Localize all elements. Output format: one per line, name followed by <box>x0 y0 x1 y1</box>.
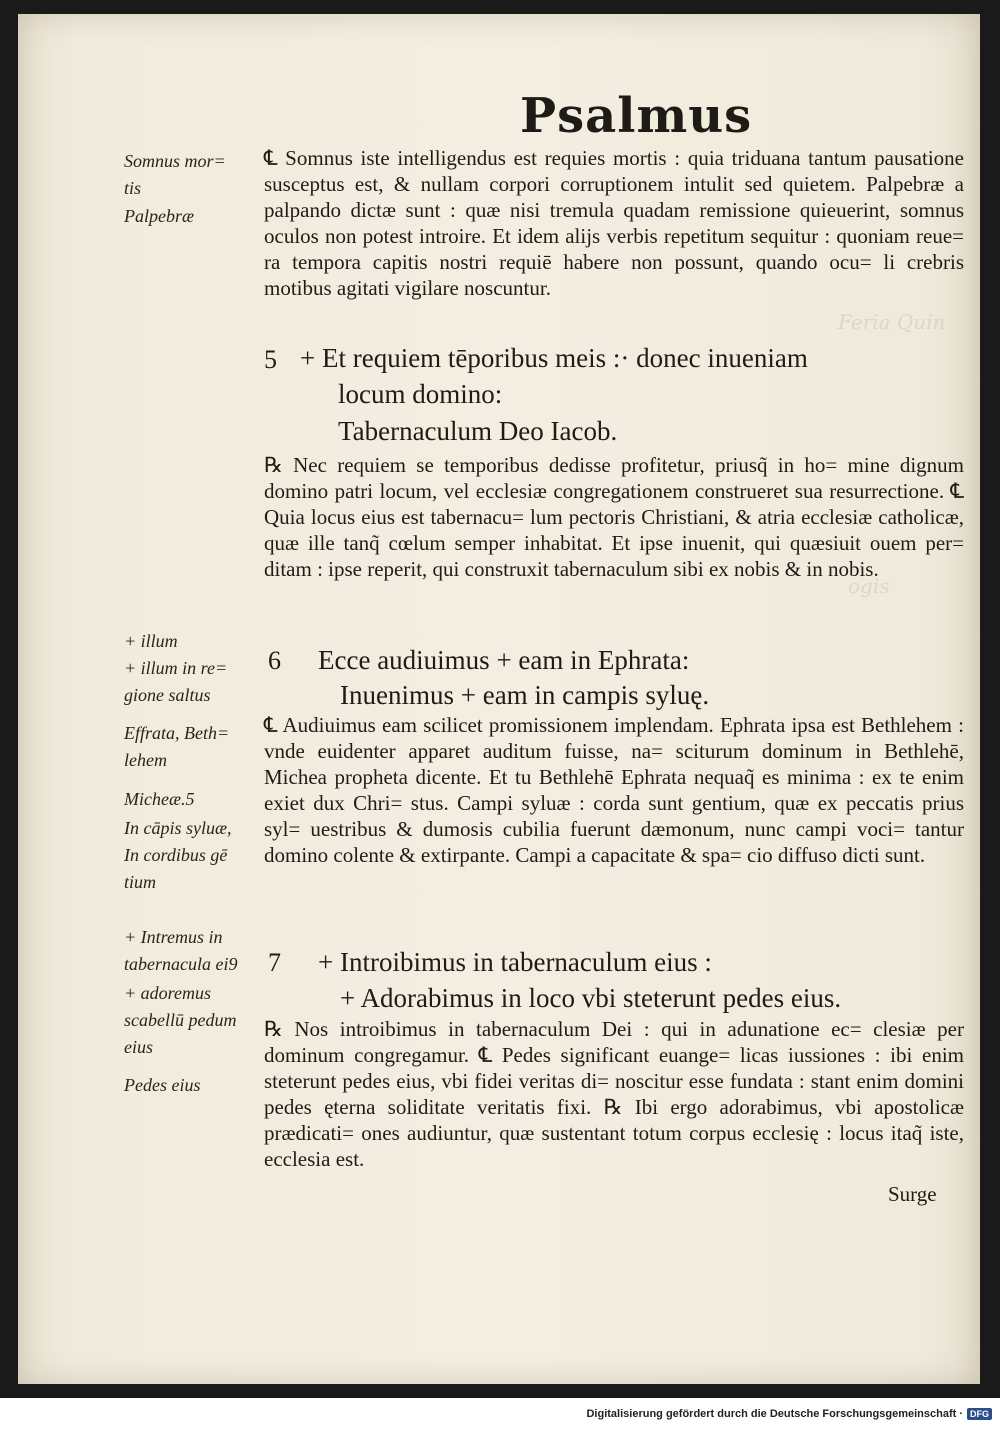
verse-number: 6 <box>268 646 281 675</box>
verse-line: + Adorabimus in loco vbi steterunt pedes eius. <box>340 983 842 1013</box>
commentary-paragraph: ℞ Nos introibimus in tabernaculum Dei : qui in adunatione ec= clesiæ per dominum congregamur. ℄ Pedes significant euange= licas iussiones : ibi enim steterunt pedes eius, vbi fidei veritas di= noscitur esse fundata : stant enim domini pedes ęterna soliditate veritatis fixi. ℞ Ibi ergo adorabimus, vbi apostolicæ prædicati= ones audiuntur, quæ sustentant totum corpus ecclesię : locus itaq̃ iste, ecclesia est. <box>264 1017 964 1171</box>
footer-credit <box>586 1408 992 1420</box>
verse-line: + Introibimus in tabernaculum eius : <box>318 947 712 977</box>
catchword: Surge <box>888 1182 937 1206</box>
show-through-text: ogis <box>848 574 890 598</box>
margin-note: + illum <box>124 631 178 651</box>
verse-line: Inuenimus + eam in campis syluę. <box>340 680 710 710</box>
dfg-logo: DFG <box>967 1408 992 1420</box>
verse-line: Tabernaculum Deo Iacob. <box>338 416 618 446</box>
margin-note: Micheæ.5 <box>124 789 195 809</box>
margin-note: + illum in re= gione saltus <box>124 658 228 705</box>
margin-note: Effrata, Beth= lehem <box>124 723 230 770</box>
margin-note: Palpebræ <box>124 206 194 226</box>
verse-line: Ecce audiuimus + eam in Ephrata: <box>318 645 690 675</box>
margin-note: Pedes eius <box>124 1075 201 1095</box>
verse-number: 5 <box>264 345 277 374</box>
margin-note: Somnus mor= tis <box>124 151 226 198</box>
margin-note: + Intremus in tabernacula ei9 <box>124 927 238 974</box>
verse-line: + Et requiem tēporibus meis :· donec inueniam <box>300 343 808 373</box>
margin-note: In cāpis syluæ, In cordibus gē tium <box>124 818 232 892</box>
commentary-paragraph: ℄ Somnus iste intelligendus est requies mortis : quia triduana tantum pausatione susceptus est, & nullam corpori corruptionem intulit sed quietem. Palpebræ a palpando dictæ sunt : quæ nisi tremula quadam remissione quieuerint, somnus oculos non potest introire. Et idem alijs verbis repetitum sequitur : quoniam reue= ra tempora capitis nostri requiē habere non possunt, quando ocu= li crebris motibus agitati vigilare noscuntur. <box>264 146 964 300</box>
margin-note: + adoremus scabellū pedum eius <box>124 983 237 1057</box>
page-header: Psalmus <box>520 88 753 144</box>
show-through-text: Feria Quin <box>838 310 946 334</box>
footer-text: Digitalisierung gefördert durch die Deutsche Forschungsgemeinschaft · <box>586 1408 963 1420</box>
commentary-paragraph: ℞ Nec requiem se temporibus dedisse profitetur, priusq̃ in ho= mine dignum domino patri locum, vel ecclesiæ congregationem construeret sua resurrectione. ℄ Quia locus eius est tabernacu= lum pectoris Christiani, & atria ecclesiæ catholicæ, quæ ille tanq̃ cœlum semper inhabitat. Et ipse inuenit, qui quæsiuit ouem per= ditam : ipse reperit, qui construxit tabernaculum sibi ex nobis & in nobis. <box>264 453 964 581</box>
commentary-paragraph: ℄ Audiuimus eam scilicet promissionem implendam. Ephrata ipsa est Bethlehem : vnde euidenter apparet auditum fuisse, na= sciturum dominum in Bethlehē, Michea propheta dicente. Et tu Bethlehē Ephrata nequaq̃ es minima : ex te enim exiet dux Chri= stus. Campi syluæ : corda sunt gentium, quæ ex peccatis prius syl= uestribus & dumosis cubilia fuerunt dæmonum, nunc campi voci= tantur domino colente & extirpante. Campi a capacitate & spa= cio diffuso dicti sunt. <box>264 713 964 867</box>
verse-number: 7 <box>268 948 281 977</box>
verse-line: locum domino: <box>338 379 503 409</box>
